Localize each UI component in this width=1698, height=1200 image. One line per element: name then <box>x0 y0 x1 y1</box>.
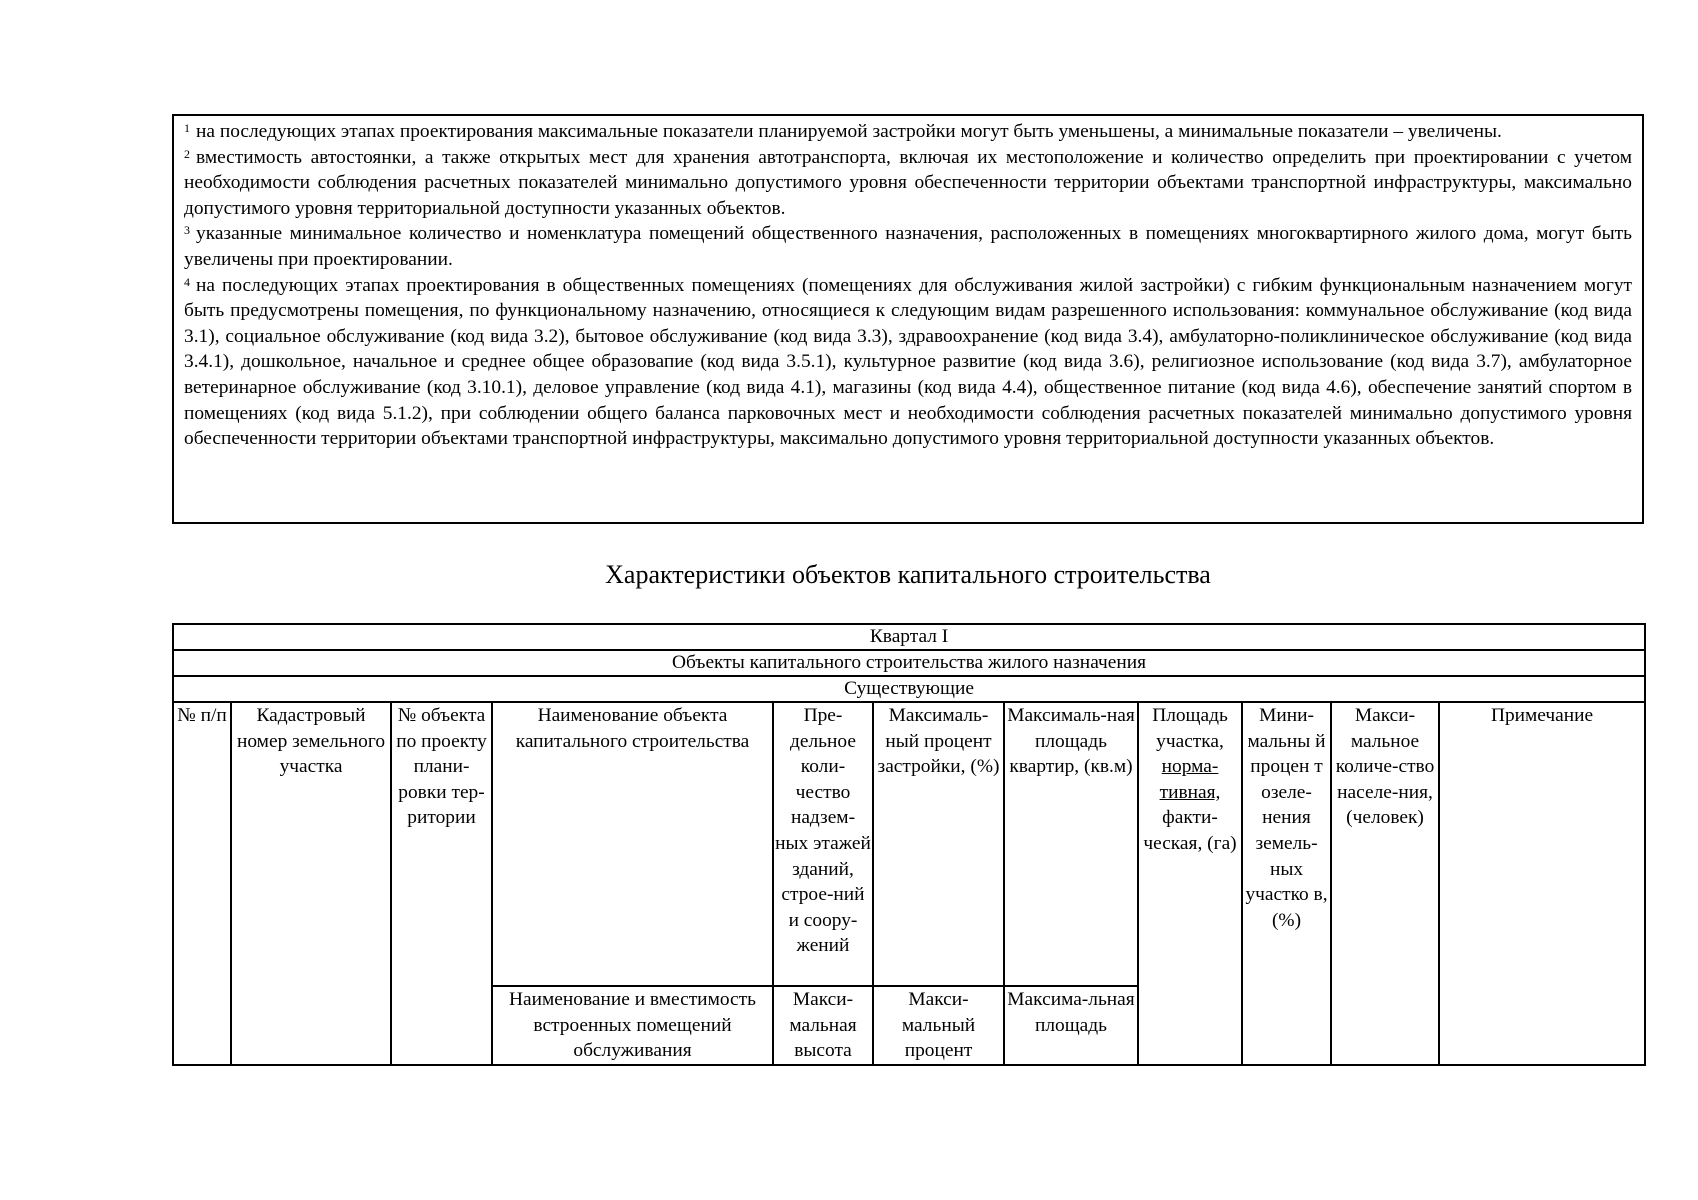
footnote-2-marker: 2 <box>184 146 190 161</box>
col-max-percent2-header: Макси-мальный процент <box>873 986 1004 1065</box>
col-object-num-header: № объекта по проекту плани-ровки тер-ритории <box>391 702 492 1065</box>
section-title: Характеристики объектов капитального строительства <box>605 560 1211 589</box>
col-max-height-header: Макси-мальная высота <box>773 986 873 1065</box>
footnote-1 <box>184 119 1632 145</box>
footnote-2 <box>184 145 1632 222</box>
footnote-3-marker: 3 <box>184 223 190 238</box>
footnote-4-marker: 4 <box>184 274 190 289</box>
footnotes-box <box>172 114 1644 524</box>
footnote-1-text: на последующих этапах проектирования максимальные показатели планируемой застройки могут быть уменьшены, а минимальные показатели – увеличены. <box>196 121 1502 142</box>
status-row: Существующие <box>173 676 1645 702</box>
col-floors-header: Пре-дельное коли-чество надзем-ных этажей зданий, строе-ний и соору-жений <box>773 702 873 986</box>
footnote-3-text: указанные минимальное количество и номенклатура помещений общественного назначения, расположенных в помещениях многоквартирного жилого дома, могут быть увеличены при проектировании. <box>184 223 1632 270</box>
characteristics-table <box>172 623 1646 1066</box>
col-max-area2-header: Максима-льная площадь <box>1004 986 1138 1065</box>
col-min-green-header: Мини-мальны й процен т озеле-нения земель-ных участко в, (%) <box>1242 702 1331 1065</box>
col-note-header: Примечание <box>1439 702 1645 1065</box>
plot-area-prefix: Площадь участка, <box>1152 705 1228 752</box>
col-num-header: № п/п <box>173 702 231 1065</box>
col-max-population-header: Макси-мальное количе-ство населе-ния, (человек) <box>1331 702 1439 1065</box>
plot-area-suffix: факти-ческая, (га) <box>1143 807 1237 854</box>
footnote-2-text: вместимость автостоянки, а также открытых мест для хранения автотранспорта, включая их местоположение и количество определить при проектировании с учетом необходимости соблюдения расчетных показателей минимально допустимого уровня обеспеченности территории объектами транспортной инфраструктуры, максимально допустимого уровня территориальной доступности указанных объектов. <box>184 146 1632 219</box>
col-cadastral-header: Кадастровый номер земельного участка <box>231 702 391 1065</box>
col-max-percent-header: Максималь-ный процент застройки, (%) <box>873 702 1004 986</box>
category-row: Объекты капитального строительства жилого назначения <box>173 650 1645 676</box>
col-max-area-header: Максималь-ная площадь квартир, (кв.м) <box>1004 702 1138 986</box>
quarter-row: Квартал I <box>173 624 1645 650</box>
footnote-3 <box>184 221 1632 272</box>
footnote-1-marker: 1 <box>184 121 190 135</box>
col-name-header: Наименование объекта капитального строительства <box>492 702 773 986</box>
col-plot-area-header <box>1138 702 1242 1065</box>
plot-area-normative: норма-тивная, <box>1159 756 1221 803</box>
col-builtin-name-header: Наименование и вместимость встроенных помещений обслуживания <box>492 986 773 1065</box>
footnote-4-text: на последующих этапах проектирования в общественных помещениях (помещениях для обслуживания жилой застройки) с гибким функциональным назначением могут быть предусмотрены помещения, по функциональному назначению, относящиеся к следующим видам разрешенного использования: коммунальное обслуживание (код вида 3.1), социальное обслуживание (код вида 3.2), бытовое обслуживание (код вида 3.3), здравоохранение (код вида 3.4), амбулаторно-поликлиническое обслуживание (код вида 3.4.1), дошкольное, начальное и среднее общее образовапие (код вида 3.5.1), культурное развитие (код вида 3.6), религиозное использование (код вида 3.7), амбулаторное ветеринарное обслуживание (код 3.10.1), деловое управление (код вида 4.1), магазины (код вида 4.4), общественное питание (код вида 4.6), обеспечение занятий спортом в помещениях (код вида 5.1.2), при соблюдении общего баланса парковочных мест и необходимости соблюдения расчетных показателей минимально допустимого уровня обеспеченности территории объектами транспортной инфраструктуры, максимально допустимого уровня территориальной доступности указанных объектов. <box>184 274 1632 450</box>
footnote-4 <box>184 273 1632 452</box>
